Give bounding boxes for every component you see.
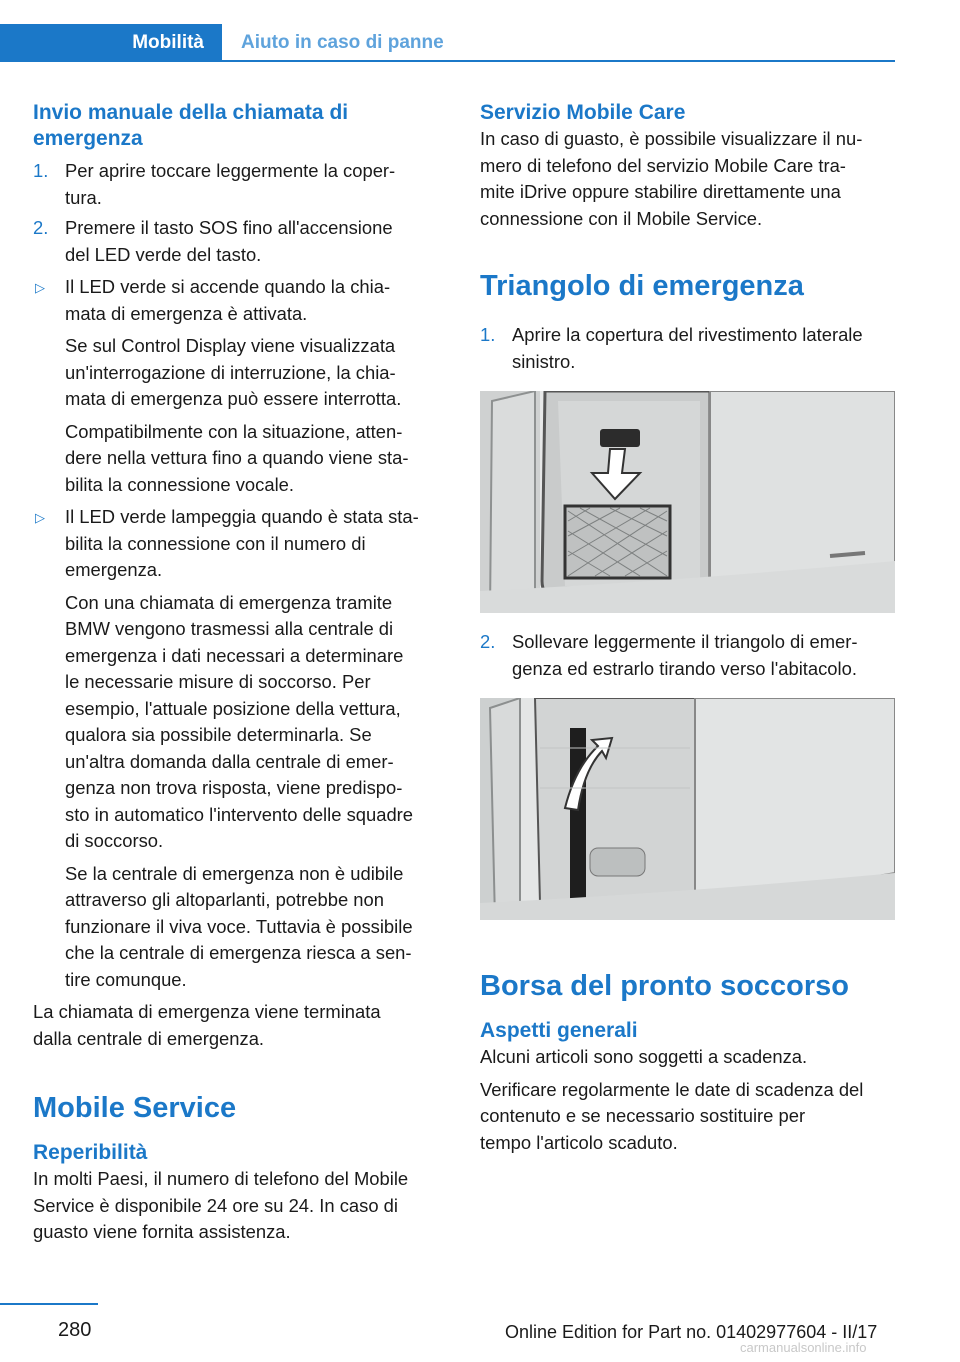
right-column: [480, 100, 897, 1156]
line: un'altra domanda dalla centrale di emer-: [65, 750, 394, 772]
line: Premere il tasto SOS fino all'accensione: [65, 217, 393, 238]
line: qualora sia possibile determinarla. Se: [65, 724, 372, 745]
step-number: 1.: [33, 160, 49, 181]
subsection-title-mobile-care: Servizio Mobile Care: [480, 101, 686, 124]
line: tempo l'articolo scaduto.: [480, 1131, 678, 1153]
line: Per aprire toccare leggermente la coper-: [65, 160, 396, 181]
line: funzionare il viva voce. Tuttavia è possibile: [65, 915, 413, 937]
section-title-triangolo: Triangolo di emergenza: [480, 270, 804, 302]
subsection-title-reperibilita: Reperibilità: [33, 1141, 148, 1164]
header-rule: [222, 60, 895, 62]
left-column: [33, 100, 448, 1246]
watermark: carmanualsonline.info: [740, 1340, 867, 1355]
line: esempio, l'attuale posizione della vettura,: [65, 697, 401, 719]
line: In molti Paesi, il numero di telefono del Mobile: [33, 1168, 409, 1189]
triangle-bullet-icon: ▷: [35, 280, 45, 295]
line: del LED verde del tasto.: [65, 243, 262, 265]
section-title-borsa-pronto-soccorso: Borsa del pronto soccorso: [480, 970, 850, 1002]
line: mata di emergenza è attivata.: [65, 302, 308, 324]
step-number: 1.: [480, 324, 496, 345]
line: dere nella vettura fino a quando viene sta-: [65, 447, 409, 468]
end-paragraph: [33, 999, 448, 1052]
photo-side-trim-cover: [480, 391, 895, 613]
line: Compatibilmente con la situazione, atten-: [65, 420, 403, 442]
triangle-bullet-icon: ▷: [35, 510, 45, 525]
line: di soccorso.: [65, 830, 164, 851]
step-item: [33, 215, 448, 268]
line: dalla centrale di emergenza.: [33, 1027, 265, 1049]
aspetti-paragraph-2: [480, 1077, 897, 1157]
page-number: 280: [58, 1319, 92, 1341]
line: connessione con il Mobile Service.: [480, 207, 763, 229]
line: In caso di guasto, è possibile visualizzare il nu-: [480, 128, 863, 149]
line: mite iDrive oppure stabilire direttamente una: [480, 181, 841, 202]
line: BMW vengono trasmessi alla centrale di: [65, 618, 394, 639]
line: Se la centrale di emergenza non è udibile: [65, 862, 404, 884]
step-item: [480, 322, 897, 375]
line: Il LED verde lampeggia quando è stata sta-: [65, 506, 419, 527]
page-number-rule: [0, 1303, 98, 1305]
line: Con una chiamata di emergenza tramite: [65, 591, 393, 613]
line: Service è disponibile 24 ore su 24. In caso di: [33, 1194, 398, 1216]
line: emergenza i dati necessari a determinare: [65, 644, 404, 666]
reperibilita-paragraph: [33, 1166, 448, 1246]
sub-paragraph: [33, 419, 448, 499]
sub-paragraph: [33, 861, 448, 994]
line: guasto viene fornita assistenza.: [33, 1221, 291, 1242]
step-item: [480, 629, 897, 682]
line: Aprire la copertura del rivestimento laterale: [512, 324, 863, 345]
bullet-item: [33, 274, 448, 327]
line: Il LED verde si accende quando la chia-: [65, 276, 391, 297]
line: Se sul Control Display viene visualizzata: [65, 335, 396, 356]
line: un'interrogazione di interruzione, la chia-: [65, 361, 396, 383]
line: genza non trova risposta, viene predispo-: [65, 777, 403, 798]
title-line: emergenza: [33, 127, 143, 150]
line: tura.: [65, 186, 102, 208]
line: attraverso gli altoparlanti, potrebbe non: [65, 889, 384, 910]
line: tire comunque.: [65, 968, 187, 990]
line: mero di telefono del servizio Mobile Care tra-: [480, 154, 846, 176]
line: emergenza.: [65, 559, 163, 580]
bullet-item: [33, 504, 448, 584]
chapter-header: [0, 24, 895, 62]
step-number: 2.: [33, 217, 49, 238]
step-number: 2.: [480, 631, 496, 652]
line: La chiamata di emergenza viene terminata: [33, 1001, 381, 1022]
step-item: [33, 158, 448, 211]
edition-footer: Online Edition for Part no. 01402977604 - II/17: [505, 1322, 878, 1342]
subsection-title-aspetti-generali: Aspetti generali: [480, 1019, 638, 1042]
line: bilita la connessione vocale.: [65, 473, 295, 495]
line: mata di emergenza può essere interrotta.: [65, 388, 402, 409]
aspetti-paragraph-1: Alcuni articoli sono soggetti a scadenza.: [480, 1046, 808, 1067]
line: genza ed estrarlo tirando verso l'abitacolo.: [512, 657, 857, 679]
section-title-invio-manuale: [33, 100, 448, 152]
line: sinistro.: [512, 350, 576, 372]
line: Verificare regolarmente le date di scadenza del: [480, 1078, 864, 1100]
line: Sollevare leggermente il triangolo di emer-: [512, 631, 858, 652]
sub-paragraph: [33, 590, 448, 855]
tab-aiuto-panne[interactable]: Aiuto in caso di panne: [241, 32, 444, 53]
line: le necessarie misure di soccorso. Per: [65, 671, 371, 692]
photo-warning-triangle: [480, 698, 895, 920]
mobile-care-paragraph: [480, 126, 897, 232]
line: contenuto e se necessario sostituire per: [480, 1105, 806, 1126]
line: che la centrale di emergenza riesca a sen-: [65, 942, 412, 963]
sub-paragraph: [33, 333, 448, 413]
line: sto in automatico l'intervento delle squadre: [65, 803, 414, 825]
line: bilita la connessione con il numero di: [65, 532, 366, 554]
title-line: Invio manuale della chiamata di: [33, 101, 349, 124]
section-title-mobile-service: Mobile Service: [33, 1092, 237, 1124]
tab-mobilita[interactable]: Mobilità: [0, 24, 222, 62]
